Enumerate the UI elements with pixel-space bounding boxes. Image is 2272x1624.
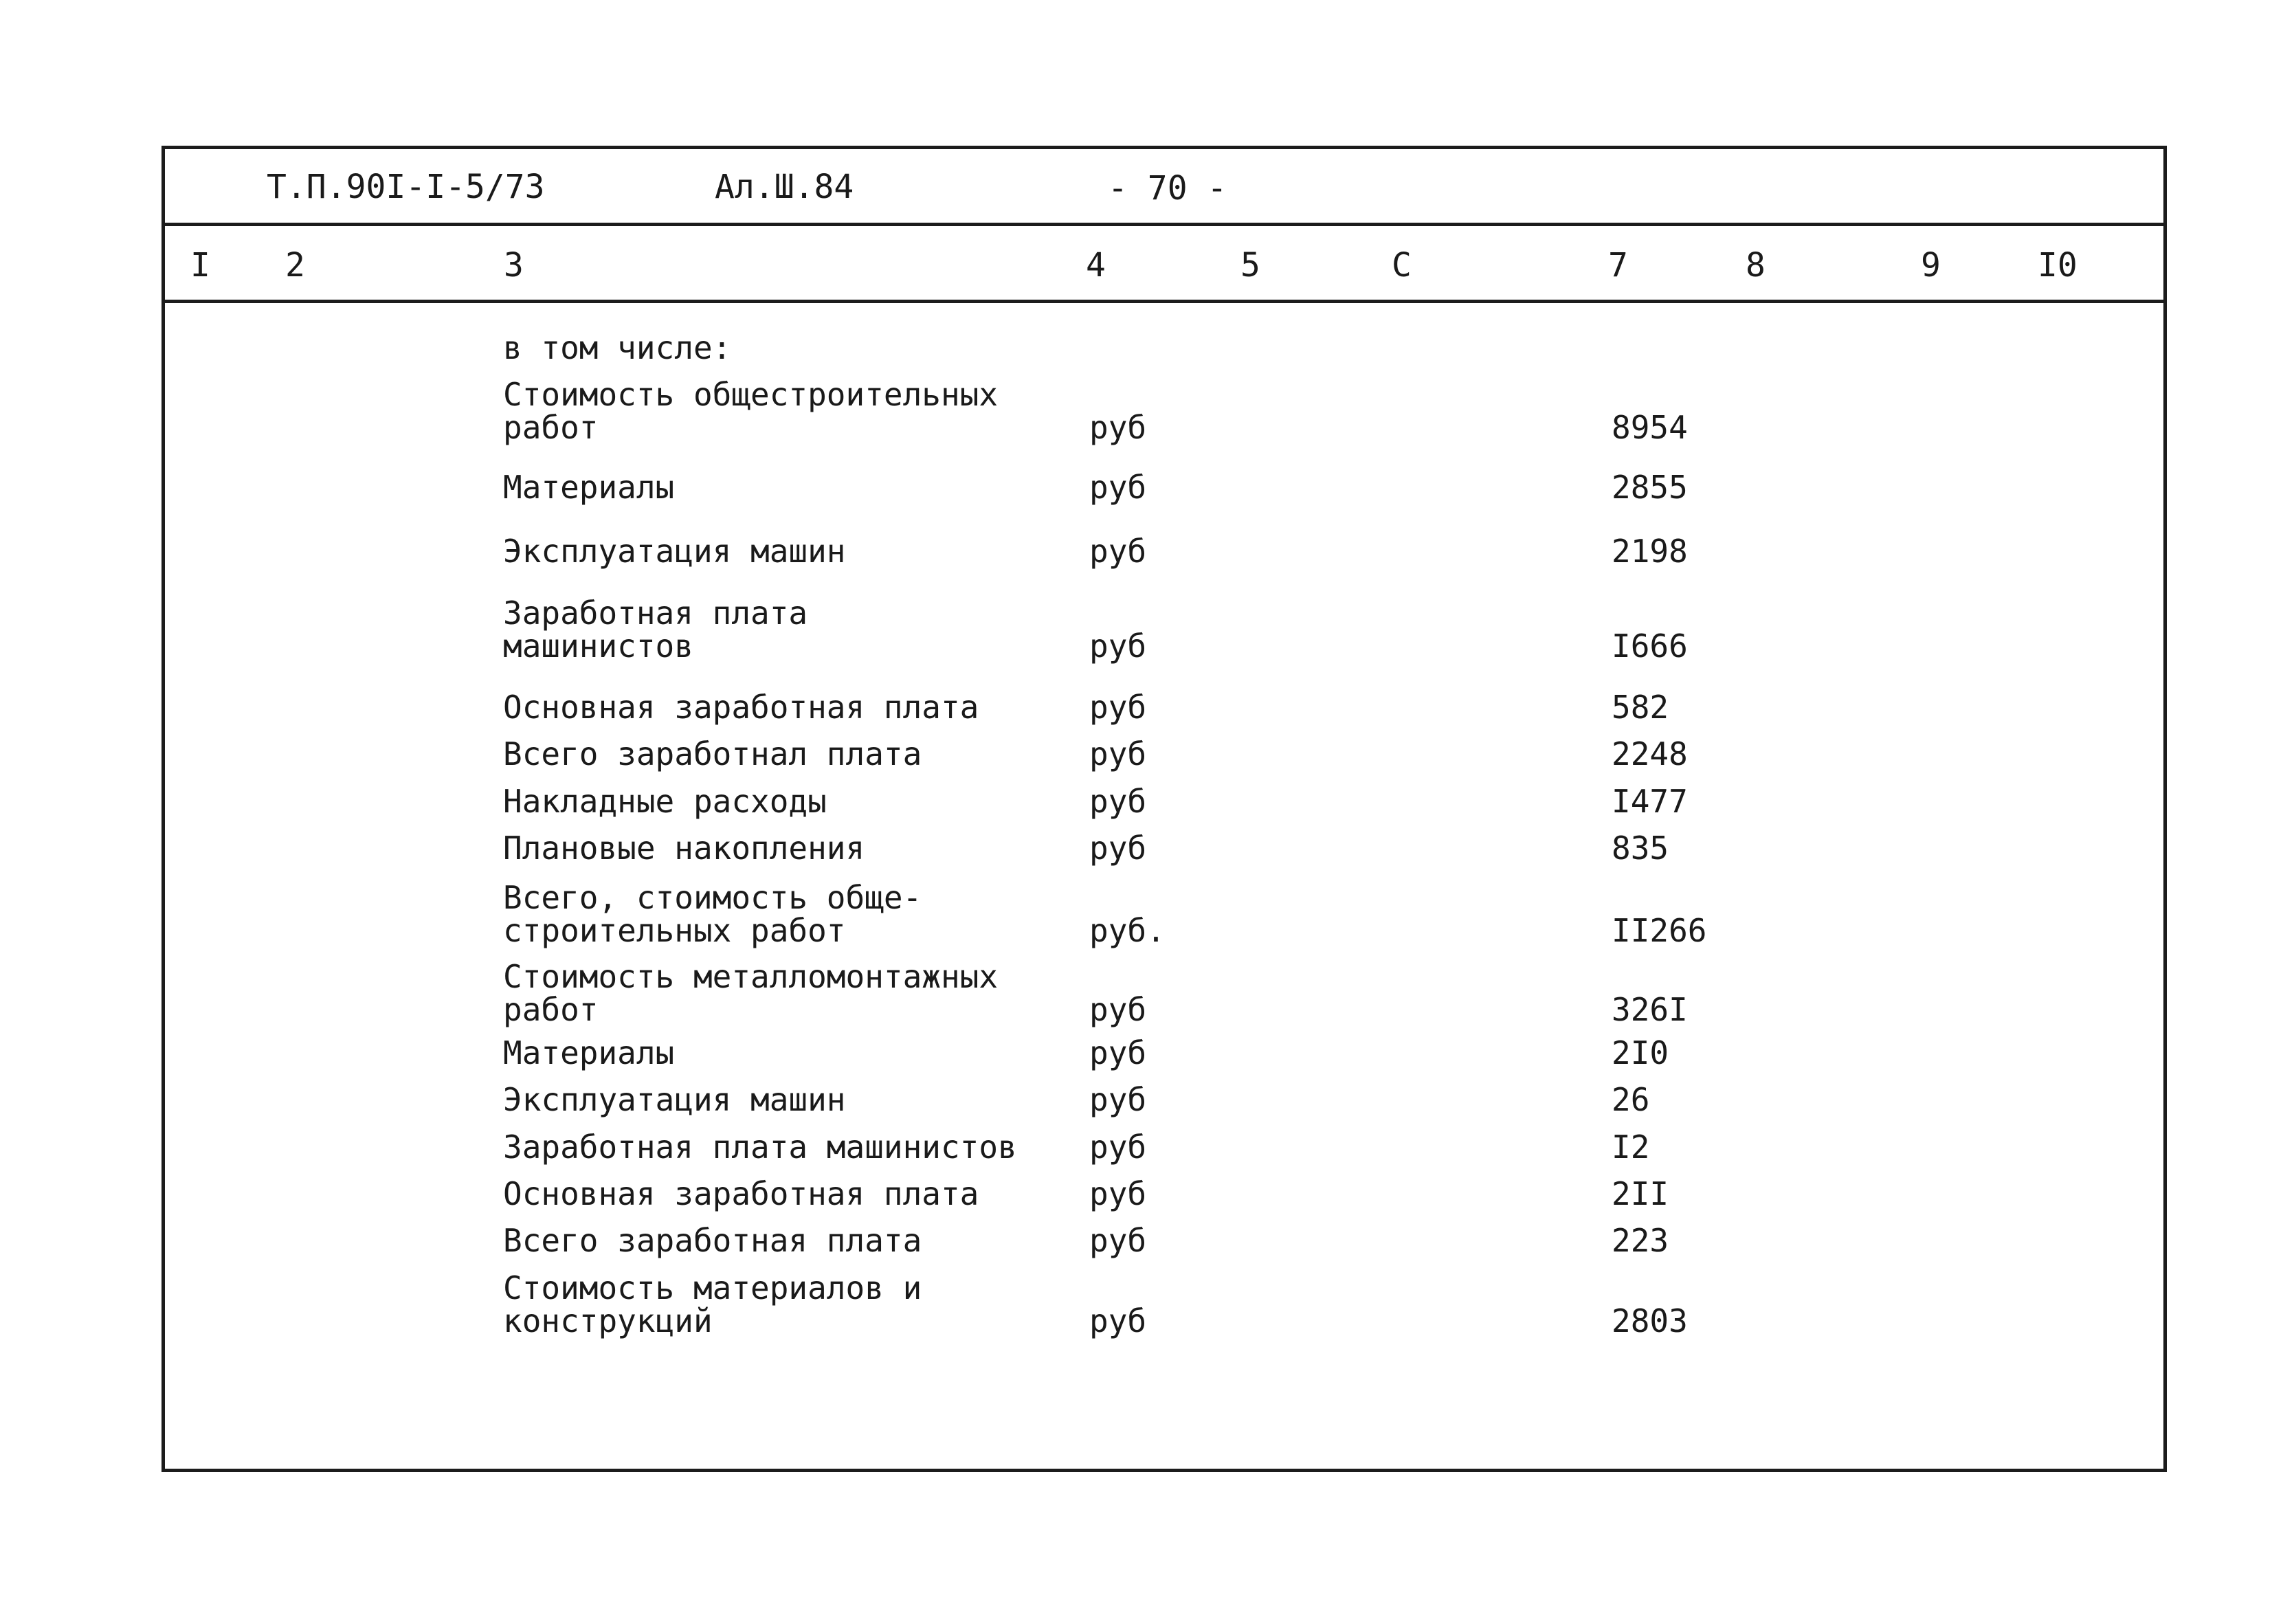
row-description: Эксплуатация машин xyxy=(503,533,846,570)
row-description: Эксплуатация машин xyxy=(503,1081,846,1118)
row-unit: руб xyxy=(1089,991,1147,1028)
row-description: Основная заработная плата xyxy=(503,1175,979,1212)
row-unit: руб xyxy=(1089,1222,1147,1259)
row-value: 2803 xyxy=(1612,1302,1688,1339)
row-value: I2 xyxy=(1612,1128,1650,1166)
row-value: 2248 xyxy=(1612,735,1688,772)
column-number: I xyxy=(190,246,210,285)
doc-code: Т.П.90I-I-5/73 xyxy=(267,168,545,206)
row-description: в том числе: xyxy=(503,329,732,366)
row-description: Материалы xyxy=(503,1034,675,1071)
row-value: 2I0 xyxy=(1612,1034,1669,1071)
row-unit: руб xyxy=(1089,469,1147,506)
row-value: I666 xyxy=(1612,627,1688,665)
page-number: - 70 - xyxy=(1108,169,1227,208)
row-unit: руб xyxy=(1089,689,1147,726)
row-unit: руб xyxy=(1089,783,1147,820)
row-description: Материалы xyxy=(503,469,675,506)
row-description: Заработная плата машинистов xyxy=(503,594,808,665)
row-value: 2II xyxy=(1612,1175,1669,1212)
row-description: Стоимость материалов и конструкций xyxy=(503,1269,922,1339)
column-number: 4 xyxy=(1086,246,1106,285)
row-value: 835 xyxy=(1612,830,1669,867)
column-number: C xyxy=(1392,246,1412,285)
column-number: 7 xyxy=(1608,246,1628,285)
row-value: 8954 xyxy=(1612,409,1688,446)
column-header-divider xyxy=(162,300,2167,303)
row-unit: руб xyxy=(1089,409,1147,446)
column-number: 8 xyxy=(1746,246,1766,285)
row-unit: руб xyxy=(1089,735,1147,772)
row-unit: руб xyxy=(1089,533,1147,570)
row-value: 326I xyxy=(1612,991,1688,1028)
row-value: II266 xyxy=(1612,912,1707,949)
row-unit: руб xyxy=(1089,1128,1147,1166)
album-ref: Ал.Ш.84 xyxy=(715,168,854,206)
row-value: 26 xyxy=(1612,1081,1650,1118)
column-number: 3 xyxy=(504,246,524,285)
header-divider xyxy=(162,223,2167,226)
row-unit: руб xyxy=(1089,830,1147,867)
row-unit: руб xyxy=(1089,1302,1147,1339)
row-unit: руб xyxy=(1089,627,1147,665)
column-number: 9 xyxy=(1921,246,1941,285)
row-description: Накладные расходы xyxy=(503,783,827,820)
row-description: Плановые накопления xyxy=(503,830,865,867)
column-number: 5 xyxy=(1240,246,1260,285)
row-description: Всего заработнал плата xyxy=(503,735,922,772)
row-description: Стоимость общестроительных работ xyxy=(503,376,999,446)
row-value: 582 xyxy=(1612,689,1669,726)
row-description: Стоимость металломонтажных работ xyxy=(503,958,999,1028)
row-value: 2855 xyxy=(1612,469,1688,506)
row-value: 223 xyxy=(1612,1222,1669,1259)
column-number: 2 xyxy=(285,246,305,285)
column-number: I0 xyxy=(2038,246,2078,285)
row-value: I477 xyxy=(1612,783,1688,820)
row-description: Всего, стоимость обще- строительных работ xyxy=(503,879,922,949)
row-unit: руб. xyxy=(1089,912,1166,949)
row-unit: руб xyxy=(1089,1175,1147,1212)
row-description: Заработная плата машинистов xyxy=(503,1128,1017,1166)
row-unit: руб xyxy=(1089,1081,1147,1118)
row-description: Всего заработная плата xyxy=(503,1222,922,1259)
row-value: 2198 xyxy=(1612,533,1688,570)
row-unit: руб xyxy=(1089,1034,1147,1071)
table-frame xyxy=(162,146,2167,1472)
row-description: Основная заработная плата xyxy=(503,689,979,726)
